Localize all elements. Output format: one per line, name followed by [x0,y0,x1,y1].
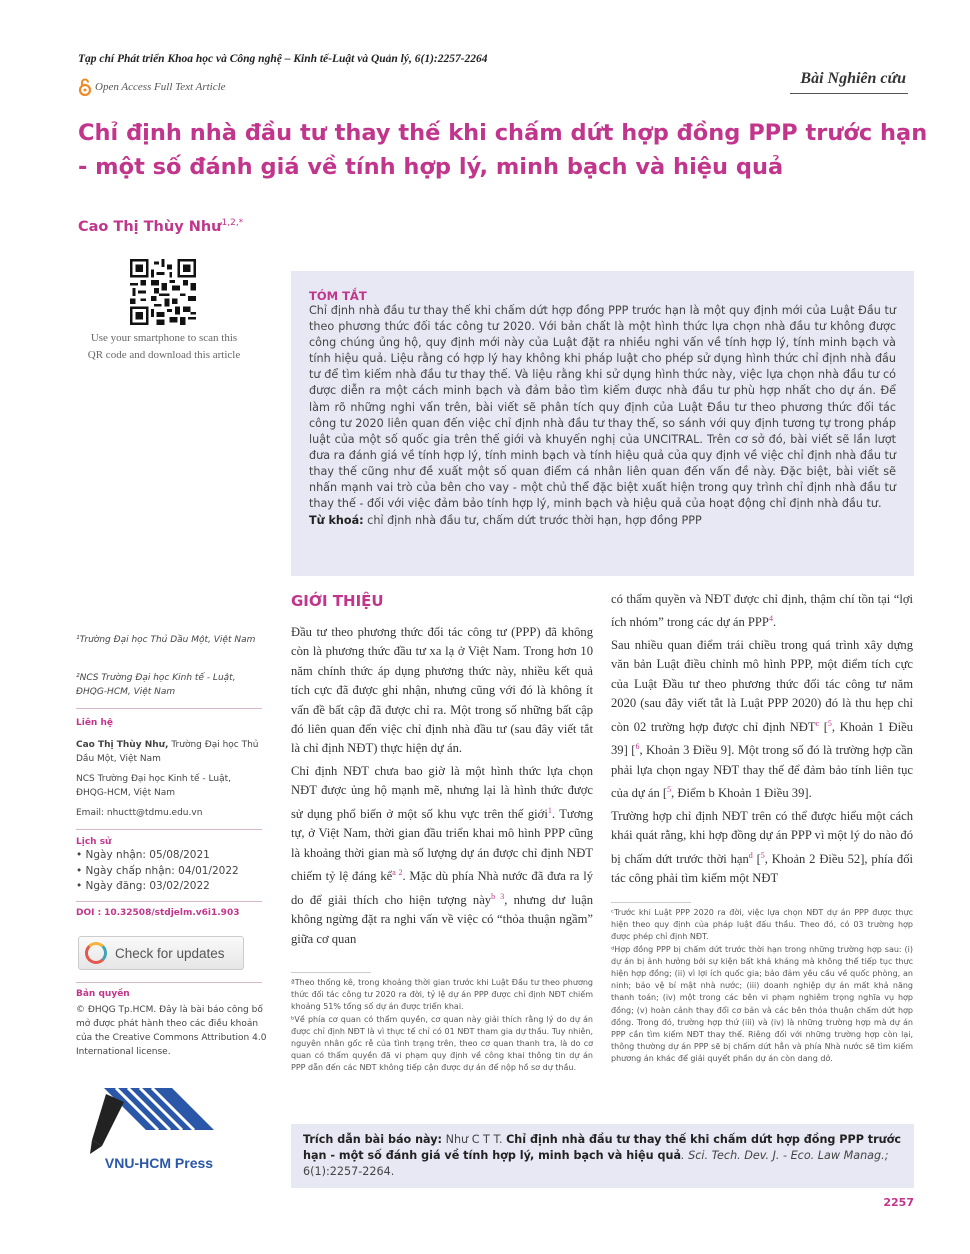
keywords-text: chỉ định nhà đầu tư, chấm dứt trước thời hạn, hợp đồng PPP [367,514,702,528]
sidebar-rule-2 [76,829,262,830]
body-column-1 [291,623,593,949]
reference-5b[interactable]: 5 [667,785,672,795]
open-access-text: Open Access Full Text Article [95,81,226,93]
intro-paragraph-2: Chỉ định NĐT chưa bao giờ là một hình thức lựa chọn NĐT được ủng hộ mạnh mẽ, nhưng lại là hình thức được sử dụng phổ biến ở một số khu vực trên thế giới$^1$. Tương tự, ở Việt Nam, thời gian đầu triển khai mô hình PPP cũng là khoảng thời gian mà số lượng dự án được chỉ định NĐT chiếm tỷ lệ đáng kể$^{a 2}$. Mặc dù phía Nhà nước đã đưa ra lý do để giải thích cho hiện tượng này$^{b 3}$, nhưng dư luận không ngừng đặt ra nghi vấn về việc có “thỏa thuận ngầm” giữa cơ quan [291,763,594,946]
abstract-text: Chỉ định nhà đầu tư thay thế khi chấm dứt hợp đồng PPP trước hạn là một quy định mới của Luật Đầu tư theo phương thức đối tác công tư 2020. Với bản chất là một hình thức lựa chọn nhà đầu tư không được công chúng ủng hộ, quy định mới này của Luật đặt ra nhiều nghi vấn về tính hợp lý, tính minh bạch và tính hiệu quả. Liệu rằng có hợp lý hay không khi pháp luật cho phép sử dụng hình thức chỉ định nhà đầu tư để tìm kiếm nhà đầu tư thay thế. Và liệu rằng khi sử dụng hình thức này, việc lựa chọn nhà đầu tư có được diễn ra một cách minh bạch và đảm bảo tìm kiếm được nhà đầu tư phù hợp nhất cho dự án. Để làm rõ những nghi vấn trên, bài viết sẽ phân tích quy định của Luật Đầu tư theo phương thức đối tác công tư 2020 liên quan đến việc chỉ định nhà đầu tư thay thế, so sánh với quy định tương tự trong pháp luật của một số quốc gia trên thế giới và khuyến nghị của UNCITRAL. Trên cơ sở đó, bài viết sẽ lần lượt đưa ra đánh giá về tính hợp lý, tính minh bạch và tính hiệu quả của quy định về việc chỉ định nhà đầu tư thay thế cũng như đề xuất một số quan điểm cá nhân liên quan đến vấn đề này. Đặc biệt, bài viết sẽ nhấn mạnh vai trò của bên cho vay - một chủ thể đặc biệt xuất hiện trong quy trình chỉ định nhà đầu tư thay thế - đối với việc đảm bảo tính hợp lý, minh bạch và hiệu quả của hoạt động chỉ định nhà đầu tư. [309,304,896,511]
contact-affiliation-1: Trường Đại học Thủ Dầu Một, Việt Nam [76,740,259,764]
contact-name: Cao Thị Thùy Như, [76,740,169,750]
contact-email[interactable]: Email: nhuctt@tdmu.edu.vn [76,808,203,818]
citation-label: Trích dẫn bài báo này: [303,1133,443,1146]
footnote-ref-c[interactable]: c [815,718,820,728]
history-item-published: • Ngày đăng: 03/02/2022 [76,880,210,892]
intro-paragraph-4: Sau nhiều quan điểm trái chiều trong quá trình xây dựng văn bản Luật điều chỉnh mô hình PPP, một điểm tích cực của Luật Đầu tư theo phương thức đối tác công tư năm 2020 (sau đây viết tắt là Luật PPP 2020) đó là thu hẹp chỉ còn 02 trường hợp được chỉ định NĐT$^c$ [$^5$, Khoản 1 Điều 39] [$^6$, Khoản 3 Điều 9]. Một trong số đó là trường hợp cần phải lựa chọn ngay NĐT thay thế để đảm bảo tính liên tục của dự án [$^5$, Điểm b Khoản 1 Điều 39]. [611,638,914,801]
check-updates-icon [85,942,107,964]
keywords-label: Từ khoá: [309,514,364,528]
footnotes-column-2 [611,907,913,1066]
copyright-text: © ĐHQG Tp.HCM. Đây là bài báo công bố mở được phát hành theo các điều khoản của the Creative Commons Attribution 4.0 International license. [76,1005,267,1057]
sidebar-rule-1 [76,708,262,709]
abstract-box [291,271,914,576]
page-number: 2257 [883,1196,914,1209]
contact-block [76,738,262,766]
affiliation-1: ¹Trường Đại học Thủ Dầu Một, Việt Nam [76,635,256,645]
history-label: Lịch sử [76,837,112,847]
abstract-heading: TÓM TẮT [309,289,367,303]
contact-affiliation-2: NCS Trường Đại học Kinh tế - Luật, ĐHQG-HCM, Việt Nam [76,774,231,798]
citation-title: Chỉ định nhà đầu tư thay thế khi chấm dứt hợp đồng PPP trước hạn - một số đánh giá về tính hợp lý, minh bạch và hiệu quả [303,1133,901,1162]
article-type-label: Bài Nghiên cứu [800,70,906,87]
reference-4[interactable]: 4 [768,614,773,624]
check-for-updates-button[interactable] [78,936,244,970]
footnote-ref-b[interactable]: b 3 [491,891,505,901]
citation-box [291,1124,914,1188]
intro-paragraph-3: có thẩm quyền và NĐT được chỉ định, thậm chí tồn tại “lợi ích nhóm” trong các dự án PPP$^4$. [611,592,913,630]
footnote-d: ᵈHợp đồng PPP bị chấm dứt trước thời hạn trong những trường hợp sau: (i) dự án bị ảnh hưởng bởi sự kiện bất khả kháng mà không thể tiếp tục thực hiện hợp đồng; (ii) vì lợi ích quốc gia; bảo đảm yêu cầu về quốc phòng, an ninh; bảo vệ bí mật nhà nước; (iii) doanh nghiệp dự án mất khả năng thanh toán; (iv) một trong các bên vi phạm nghiêm trọng nghĩa vụ hợp đồng; (v) hoàn cảnh thay đổi cơ bản và các bên thỏa thuận chấm dứt hợp đồng. Trong đó, trường hợp thứ (iii) và (iv) là những trường hợp mà dự án PPP cần tìm kiếm NĐT thay thế. Riêng đối với những trường hợp còn lại, thông thường dự án PPP sẽ bị chấm dứt hẳn và phía Nhà nước sẽ tìm kiếm phương án khác để giải quyết phần dự án còn dang dở. [611,944,913,1064]
sidebar-rule-3 [76,901,262,902]
doi-label: DOI : [76,908,102,918]
sidebar-rule-4 [76,982,262,983]
journal-citation-header: Tạp chí Phát triển Khoa học và Công nghệ – Kinh tế-Luật và Quản lý, 6(1):2257-2264 [78,53,488,65]
press-name: VNU-HCM Press [104,1155,214,1171]
reference-5[interactable]: 5 [827,718,832,728]
doi-line [76,906,262,920]
reference-6[interactable]: 6 [635,742,640,752]
open-access-lock-icon [78,78,92,96]
history-list [76,848,262,895]
footnote-a: ªTheo thống kê, trong khoảng thời gian trước khi Luật Đầu tư theo phương thức đối tác công tư 2020 ra đời, tỷ lệ dự án PPP được chỉ định NĐT chiếm khoảng 51% tổng số dự án được triển khai. [291,978,593,1012]
citation-volume: 6(1):2257-2264. [303,1165,395,1178]
qr-caption-line-1: Use your smartphone to scan this [90,332,238,344]
author-affiliation-marks: 1,2,* [221,218,244,228]
citation-journal: . Sci. Tech. Dev. J. - Eco. Law Manag.; [681,1149,889,1162]
article-type-rule [790,93,908,94]
intro-paragraph-1: Đầu tư theo phương thức đối tác công tư (PPP) đã không còn là phương thức đầu tư xa lạ ở Việt Nam. Trong hơn 10 năm chính thức áp dụng phương thức này, nhiều kết quả tích cực đã được ghi nhận, nhưng cũng với đó là không ít vấn đề bất cập đã được chỉ ra. Một trong số những bất cập đó liên quan đến việc chỉ định nhà đầu tư (sau đây viết tắt là chỉ định NĐT) thực hiện dự án. [291,625,593,756]
footnote-rule-2 [611,902,691,903]
article-title: Chỉ định nhà đầu tư thay thế khi chấm dứt hợp đồng PPP trước hạn - một số đánh giá về tính hợp lý, minh bạch và hiệu quả [78,120,928,180]
qr-code-icon[interactable] [130,259,196,325]
contact-label: Liên hệ [76,718,113,728]
body-column-2 [611,590,913,889]
affiliation-2: ²NCS Trường Đại học Kinh tế - Luật, ĐHQG-HCM, Việt Nam [76,673,236,697]
footnote-rule-1 [291,972,371,973]
history-item-accepted: • Ngày chấp nhận: 04/01/2022 [76,864,239,877]
copyright-label: Bản quyền [76,989,130,999]
history-item-received: • Ngày nhận: 05/08/2021 [76,849,210,861]
citation-authors: Như C T T. [442,1133,507,1146]
qr-caption [74,330,254,364]
footnote-c: ᶜTrước khi Luật PPP 2020 ra đời, việc lựa chọn NĐT dự án PPP được thực hiện theo quy định của pháp luật đấu thầu. Theo đó, có 03 trường hợp được phép chỉ định NĐT. [611,908,913,942]
keywords-line [309,513,896,529]
introduction-heading: GIỚI THIỆU [291,592,384,610]
open-access-label [78,78,226,96]
intro-paragraph-5: Trường hợp chỉ định NĐT trên có thể được hiểu một cách khái quát rằng, khi hợp đồng dự án PPP vì một lý do nào đó bị chấm dứt trước thời hạn$^d$ [$^5$, Khoản 2 Điều 52], phía đối tác công phải tìm kiếm một NĐT [611,808,914,886]
reference-1[interactable]: 1 [547,805,552,815]
vnu-hcm-press-logo [84,1080,234,1176]
reference-5c[interactable]: 5 [760,850,765,860]
qr-caption-line-2: QR code and download this article [87,349,241,361]
footnote-b: ᵇVề phía cơ quan có thẩm quyền, cơ quan này giải thích rằng lý do dự án được chỉ định NĐT là vì thực tế chỉ có 01 NĐT tham gia dự thầu. Tuy nhiên, nguyên nhân gốc rễ của tình trạng trên, theo cơ quan thanh tra, là do cơ quan có thẩm quyền đã vi phạm quy định về công khai thông tin dự án PPP dẫn đến các NĐT không tiếp cận được dự án để nộp hồ sơ dự thầu. [291,1014,593,1073]
author-name: Cao Thị Thùy Như [78,218,222,235]
doi-link[interactable]: 10.32508/stdjelm.v6i1.903 [104,908,240,918]
author-line [78,218,243,235]
footnotes-column-1 [291,977,593,1075]
footnote-ref-a[interactable]: a 2 [392,868,403,878]
footnote-ref-d[interactable]: d [748,850,753,860]
check-updates-label: Check for updates [115,945,225,961]
